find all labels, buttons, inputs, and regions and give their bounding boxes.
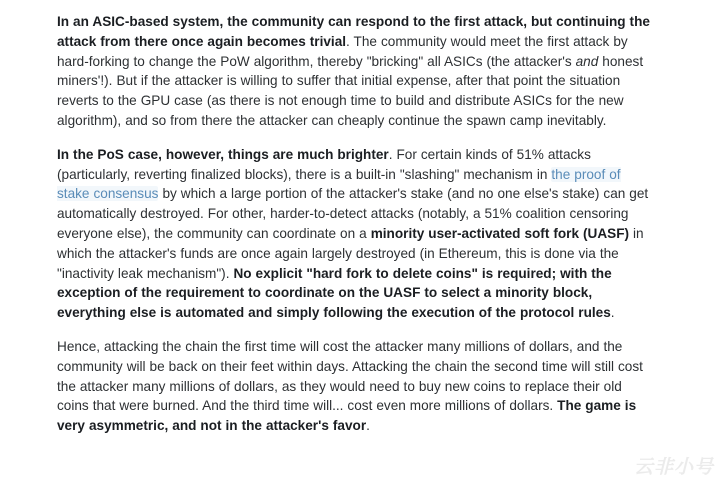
text-run: minority user-activated soft fork (UASF) bbox=[370, 225, 630, 241]
text-run: Hence, attacking the chain the first time will cost the attacker many millions of dollars, and the community will be back on their feet within days. Attacking the chain the second time will still cost the attacker many millions of dollars, as they would need to buy new coins to replace their old coins that were burned. And the third time will... cost even more millions of dollars. bbox=[57, 338, 643, 414]
inline-link[interactable]: the proof of stake consensus bbox=[57, 166, 621, 202]
text-run: by which a large portion of the attacker's stake (and no one else's stake) can get automatically destroyed. For other, harder-to-detect attacks (notably, a 51% coalition censoring everyone else), the community can coordinate on a bbox=[57, 186, 649, 241]
article-body bbox=[57, 12, 651, 436]
text-run: The game is very asymmetric, and not in the attacker's favor bbox=[57, 398, 637, 434]
text-run: . The community would meet the first attack by hard-forking to change the PoW algorithm, thereby "bricking" all ASICs (the attacker's bbox=[57, 33, 628, 69]
paragraph bbox=[57, 145, 651, 323]
text-run: in which the attacker's funds are once again largely destroyed (in Ethereum, this is done via the "inactivity leak mechanism"). bbox=[57, 225, 644, 281]
text-run: . For certain kinds of 51% attacks (particularly, reverting finalized blocks), there is a built-in "slashing" mechanism in bbox=[57, 146, 591, 182]
paragraph bbox=[57, 337, 651, 436]
text-run: . bbox=[610, 305, 615, 321]
text-run: . bbox=[366, 418, 370, 434]
watermark: 云非小号 bbox=[633, 457, 714, 478]
text-run: and bbox=[575, 53, 599, 69]
text-run: honest miners'!). But if the attacker is willing to suffer that initial expense, after that point the situation reverts to the GPU case (as there is not enough time to build and distribute ASICs for the new algorithm), and so from there the attacker can cheaply continue the spawn camp inevitably. bbox=[57, 53, 644, 128]
text-run: In the PoS case, however, things are much brighter bbox=[57, 146, 389, 162]
paragraph bbox=[57, 12, 651, 131]
text-run: No explicit "hard fork to delete coins" is required; with the exception of the requirement to coordinate on the UASF to select a minority block, everything else is automated and simply following the execution of the protocol rules bbox=[57, 265, 612, 321]
text-run: In an ASIC-based system, the community can respond to the first attack, but continuing the attack from there once again becomes trivial bbox=[57, 14, 650, 49]
